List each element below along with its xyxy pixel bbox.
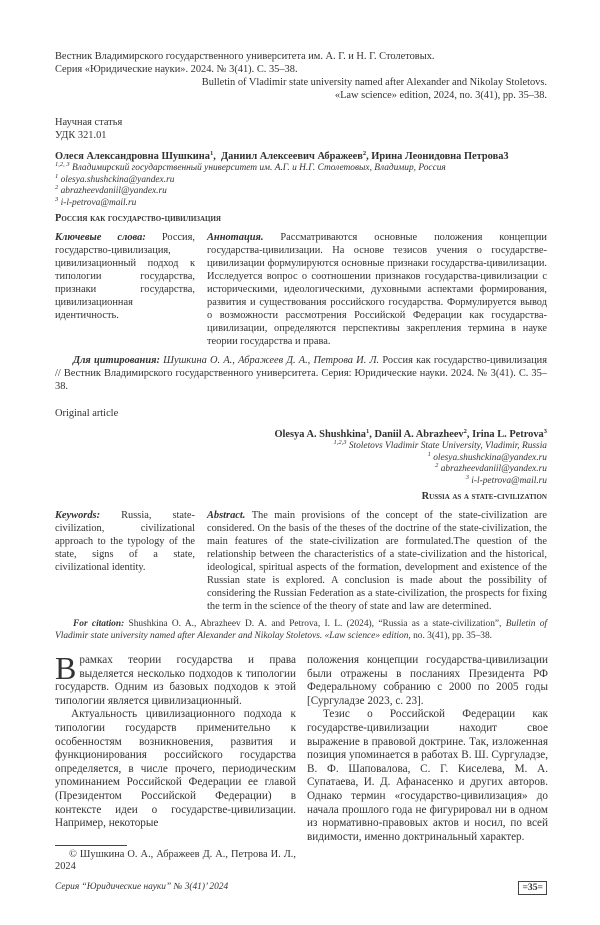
en-keywords-label: Keywords: (55, 510, 100, 521)
page-footer (55, 881, 547, 895)
ru-email: 2 abrazheevdaniil@yandex.ru (55, 186, 547, 198)
body-column-left (55, 654, 296, 873)
en-keywords: Russia, state-civilization, civilizational approach to the typology of the state, signs of a state, civilizational identity. (55, 510, 195, 573)
en-citation: For citation: Shushkina O. A., Abrazheev D. A. and Petrova, I. L. (2024), “Russia as a state-civilization”, Bulletin of Vladimir state university named after Alexander and Nikolay Stoletovs. «Law science» edition, no. 3(41), pp. 35–38. (55, 619, 547, 642)
ru-email: 3 i-l-petrova@mail.ru (55, 198, 547, 210)
ru-keywords-abstract (55, 231, 547, 348)
ru-keywords: Россия, государство-цивилизация, цивилизационный подход к типологии государства, признаки государства, цивилизационная идентичность. (55, 232, 195, 321)
ru-abstract-column (207, 231, 547, 348)
udk: УДК 321.01 (55, 129, 547, 142)
ru-keywords-label: Ключевые слова: (55, 232, 146, 243)
body-paragraph: Актуальность цивилизационного подхода к типологии государств применительно к особенностям возникновения, развития и функционирования российского государства определяется, в числе прочего, периодическим упоминанием Российской Федерации ее главой (Президентом Российской Федерации) в контексте идеи о государстве-цивилизации. Например, некоторые (55, 708, 296, 830)
ru-title: Россия как государство-цивилизация (55, 212, 547, 225)
en-keywords-column (55, 509, 195, 613)
page-number: =35= (518, 881, 547, 895)
en-keywords-abstract (55, 509, 547, 613)
en-abstract-label: Abstract. (207, 510, 245, 521)
header-en-line1: Bulletin of Vladimir state university named after Alexander and Nikolay Stoletovs. (55, 76, 547, 89)
ru-keywords-column (55, 231, 195, 348)
copyright: © Шушкина О. А., Абражеев Д. А., Петрова И. Л., 2024 (55, 849, 296, 873)
drop-cap: В (55, 656, 76, 681)
article-meta (55, 116, 547, 142)
body-paragraph: В рамках теории государства и права выделяется несколько подходов к типологии государств. Одним из базовых подходов к этой типологии является цивилизационный. (55, 654, 296, 708)
body-columns (55, 654, 547, 873)
body-paragraph: Тезис о Российской Федерации как государстве-цивилизации находит свое выражение в правовой доктрине. Так, изложенная позиция упоминается в работах В. Ш. Сургуладзе, В. Ф. Шаповалова, С. Г. Киселева, М. А. Супатаева, И. Д. Афанасенко и других авторов. Однако термин «государство-цивилизация» до начала прошлого года не фигурировал ни в одном из нормативно-правовых актов и носил, по всей видимости, именно доктринальный характер. (307, 708, 548, 844)
en-abstract-column (207, 509, 547, 613)
ru-affiliation: 1,2, 3 Владимирский государственный университет им. А.Г. и Н.Г. Столетовых, Владимир, Россия (55, 163, 547, 175)
header-ru-line1: Вестник Владимирского государственного университета им. А. Г. и Н. Г. Столетовых. (55, 50, 547, 63)
en-authors-block (55, 428, 547, 503)
en-email: 2 abrazheevdaniil@yandex.ru (55, 464, 547, 476)
en-abstract: The main provisions of the concept of the state-civilization are considered. On the basis of the theses of the doctrine of the state-civilization, the main features of the state-civilization are formulated.The question of the relationship between the characteristics of a state-civilization and the historical, ideological, spiritual aspects of the formation, development and existence of the Russian state is explored. A conclusion is made about the possibility of considering the Russian Federation as a state-civilization, the prospects for fixing the term in the science of the theory of state and law are determined. (207, 510, 547, 612)
footnote-rule (55, 845, 127, 846)
header-ru-line2: Серия «Юридические науки». 2024. № 3(41). С. 35–38. (55, 63, 547, 76)
article-type: Научная статья (55, 116, 547, 129)
en-email: 3 i-l-petrova@mail.ru (55, 476, 547, 488)
ru-email: 1 olesya.shushckina@yandex.ru (55, 175, 547, 187)
en-article-type: Original article (55, 407, 547, 420)
footer-series: Серия “Юридические науки” № 3(41)’ 2024 (55, 882, 228, 894)
en-authors: Olesya A. Shushkina1, Daniil A. Abrazheev2, Irina L. Petrova3 (55, 428, 547, 441)
journal-header (55, 50, 547, 102)
ru-abstract: Рассматриваются основные положения концепции государства-цивилизации. На основе тезисов учения о государстве-цивилизации формулируются основные признаки государства-цивилизации. Исследуется вопрос о соотношении признаков государства-цивилизации с историческими, идеологическими, духовными аспектами формирования, развития и существования российского государства. Формулируется вывод о возможности рассмотрения Российской Федерации как государства-цивилизации, определяются перспективы закрепления термина в науке теории государства и права. (207, 232, 547, 347)
en-email: 1 olesya.shushckina@yandex.ru (55, 453, 547, 465)
header-en-line2: «Law science» edition, 2024, no. 3(41), pp. 35–38. (55, 89, 547, 102)
ru-abstract-label: Аннотация. (207, 232, 263, 243)
ru-authors-block (55, 150, 547, 225)
ru-authors: Олеся Александровна Шушкина1, Даниил Алексеевич Абражеев2, Ирина Леонидовна Петрова3 (55, 150, 547, 163)
ru-citation: Для цитирования: Шушкина О. А., Абражеев Д. А., Петрова И. Л. Россия как государство-цивилизация // Вестник Владимирского государственного университета. Серия: Юридические науки. 2024. № 3(41). С. 35–38. (55, 354, 547, 393)
en-affiliation: 1,2,3 Stoletovs Vladimir State University, Vladimir, Russia (55, 441, 547, 453)
body-column-right (307, 654, 548, 873)
en-title: Russia as a state-civilization (55, 490, 547, 503)
body-paragraph: положения концепции государства-цивилизации были отражены в посланиях Президента РФ Федеральному собранию с 2000 по 2005 годы [Сургуладзе 2023, с. 23]. (307, 654, 548, 708)
page (0, 0, 600, 925)
